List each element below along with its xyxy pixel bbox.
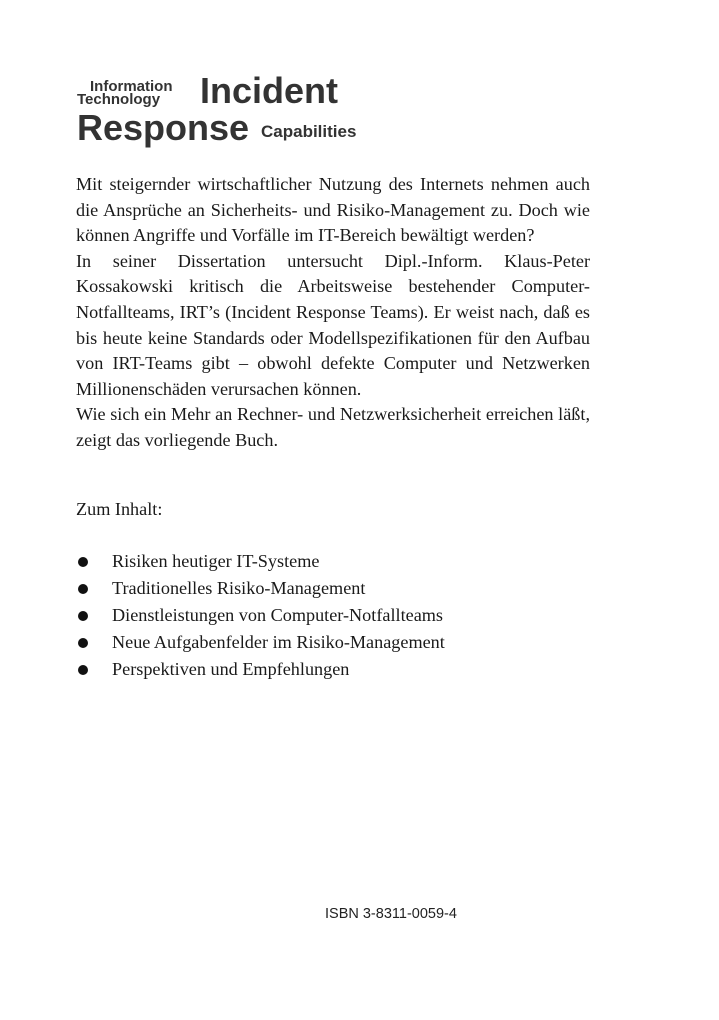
blurb-text bbox=[76, 172, 590, 454]
contents-list bbox=[76, 548, 596, 683]
list-item-label: Traditionelles Risiko-Management bbox=[112, 578, 366, 598]
contents-heading: Zum Inhalt: bbox=[76, 499, 163, 519]
title-incident: Incident bbox=[200, 70, 339, 111]
bullet-icon bbox=[78, 584, 88, 594]
bullet-icon bbox=[78, 557, 88, 567]
list-item bbox=[76, 548, 596, 575]
paragraph-intro: Mit steigernder wirtschaftlicher Nutzung des Internets nehmen auch die Ansprüche an Sicherheits- und Risiko-Management zu. Doch wie können Angriffe und Vorfälle im IT-Bereich bewältigt werden? bbox=[76, 174, 590, 246]
list-item-label: Neue Aufgabenfelder im Risiko-Management bbox=[112, 632, 445, 652]
bullet-icon bbox=[78, 665, 88, 675]
list-item bbox=[76, 602, 596, 629]
list-item-label: Perspektiven und Empfehlungen bbox=[112, 659, 350, 679]
list-item bbox=[76, 575, 596, 602]
title-response: Response bbox=[77, 107, 250, 148]
bullet-icon bbox=[78, 611, 88, 621]
list-item bbox=[76, 629, 596, 656]
bullet-icon bbox=[78, 638, 88, 648]
title-information: Information bbox=[90, 78, 173, 95]
paragraph-conclusion: Wie sich ein Mehr an Rechner- und Netzwerksicherheit erreichen läßt, zeigt das vorliegende Buch. bbox=[76, 404, 590, 450]
title-capabilities: Capabilities bbox=[261, 122, 357, 141]
isbn-number: ISBN 3-8311-0059-4 bbox=[325, 906, 457, 922]
list-item-label: Dienstleistungen von Computer-Notfallteams bbox=[112, 605, 443, 625]
book-title bbox=[77, 70, 397, 150]
list-item bbox=[76, 656, 596, 683]
title-technology: Technology bbox=[77, 91, 161, 108]
paragraph-dissertation: In seiner Dissertation untersucht Dipl.-Inform. Klaus-Peter Kossakowski kritisch die Arbeitsweise bestehender Computer-Notfallteams, IRT’s (Incident Response Teams). Er weist nach, daß es bis heute keine Standards oder Modellspezifikationen für den Aufbau von IRT-Teams gibt – obwohl defekte Computer und Netzwerken Millionenschäden verursachen können. bbox=[76, 250, 590, 399]
list-item-label: Risiken heutiger IT-Systeme bbox=[112, 551, 320, 571]
